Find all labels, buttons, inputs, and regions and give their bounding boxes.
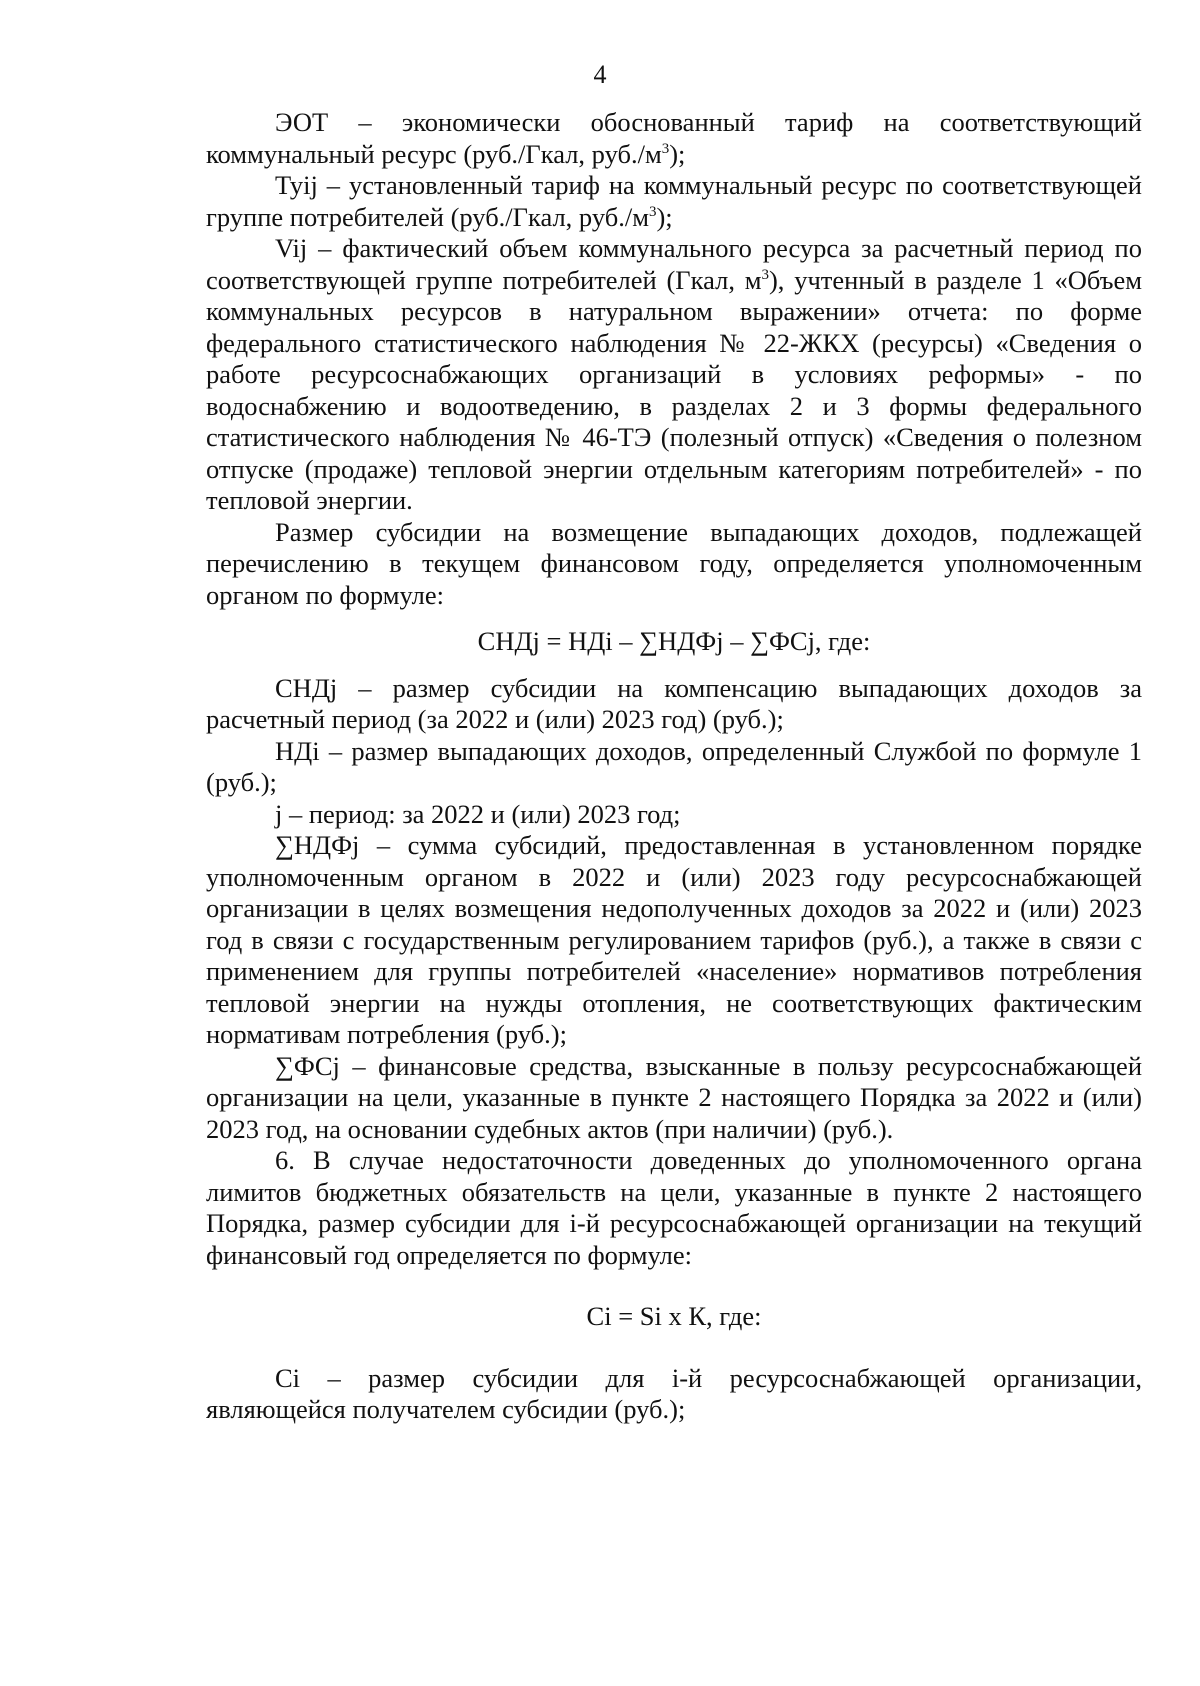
subsidy-size-intro: Размер субсидии на возмещение выпадающих доходов, подлежащей перечислению в текущем финансовом году, определяется уполномоченным органом по формуле: [206, 516, 1142, 610]
definition-sum-fsj: ∑ФСj – финансовые средства, взысканные в пользу ресурсоснабжающей организации на цели, указанные в пункте 2 настоящего Порядка за 2022 и (или) 2023 год, на основании судебных актов (при наличии) (руб.). [206, 1050, 1142, 1144]
definition-sum-ndfj: ∑НДФj – сумма субсидий, предоставленная в установленном порядке уполномоченным органом в 2022 и (или) 2023 году ресурсоснабжающей организации в целях возмещения недополученных доходов за 2022 и (или) 2023 год в связи с государственным регулированием тарифов (руб.), а также в связи с применением для группы потребителей «население» нормативов потребления тепловой энергии на нужды отопления, не соответствующих фактическим нормативам потребления (руб.); [206, 830, 1142, 1049]
definition-tuij: Туij – установленный тариф на коммунальный ресурс по соответствующей группе потребителей (руб./Гкал, $руб./м^3$); [206, 170, 1142, 232]
definition-vij: Vij – фактический объем коммунального ресурса за расчетный период по соответствующей группе потребителей (Гкал, $м^3$), учтенный в разделе 1 «Объем коммунальных ресурсов в натуральном выражении» отчета: по форме федерального статистического наблюдения № 22-ЖКХ (ресурсы) «Сведения о работе ресурсоснабжающих организаций в условиях реформы» - по водоснабжению и водоотведению, в разделах 2 и 3 формы федерального статистического наблюдения № 46-ТЭ (полезный отпуск) «Сведения о полезном отпуске (продаже) тепловой энергии отдельным категориям потребителей» - по тепловой энергии. [206, 233, 1142, 515]
formula-ci: Ci = Si x К, где: [586, 1301, 762, 1331]
page-number: 4 [593, 60, 607, 89]
definition-ndi: НДi – размер выпадающих доходов, определенный Службой по формуле 1 (руб.); [206, 735, 1142, 797]
definition-sndj: СНДj – размер субсидии на компенсацию выпадающих доходов за расчетный период (за 2022 и (или) 2023 год) (руб.); [206, 672, 1142, 734]
definition-j: j – период: за 2022 и (или) 2023 год; [275, 798, 681, 829]
definition-ci: Ci – размер субсидии для i-й ресурсоснабжающей организации, являющейся получателем субсидии (руб.); [206, 1362, 1142, 1424]
formula-snd: СНДj = НДi – ∑НДФj – ∑ФСj, где: [477, 626, 871, 656]
document-body [206, 107, 1142, 1426]
definition-eot: ЭОТ – экономически обоснованный тариф на соответствующий коммунальный ресурс (руб./Гкал, $руб./м^3$); [206, 107, 1142, 169]
clause-6: 6. В случае недостаточности доведенных до уполномоченного органа лимитов бюджетных обязательств на цели, указанные в пункте 2 настоящего Порядка, размер субсидии для i-й ресурсоснабжающей организации на текущий финансовый год определяется по формуле: [206, 1145, 1142, 1270]
